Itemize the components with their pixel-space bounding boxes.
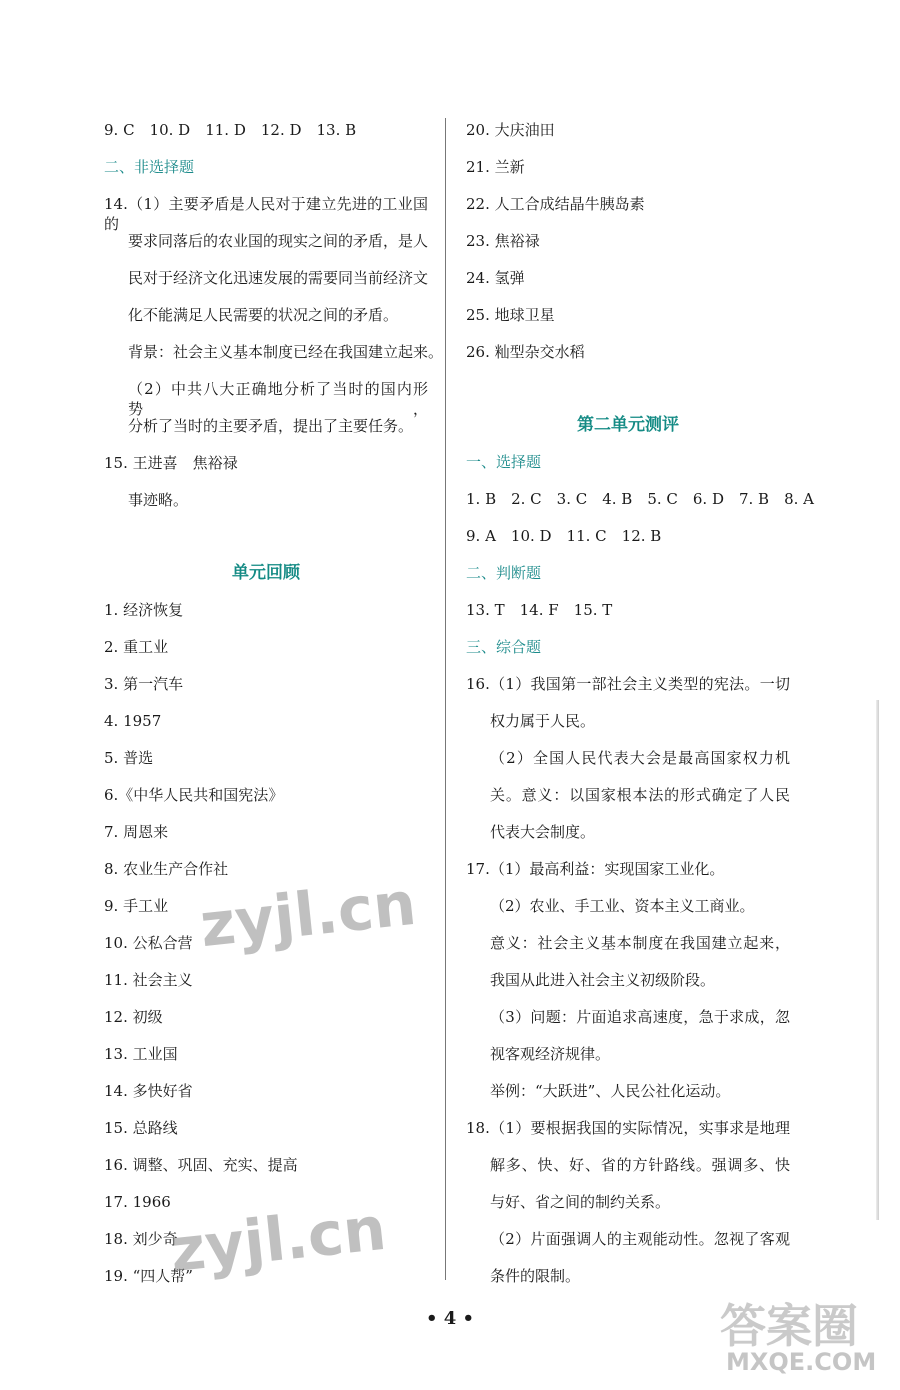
answer-line: 19. “四人帮” (104, 1267, 193, 1285)
section-heading: 一、选择题 (466, 453, 542, 471)
answer-line: 4. 1957 (104, 712, 162, 730)
answer-line: 17.（1）最高利益：实现国家工业化。 (466, 860, 725, 878)
answer-line: 化不能满足人民需要的状况之间的矛盾。 (128, 306, 399, 324)
answer-line: 背景：社会主义基本制度已经在我国建立起来。 (128, 343, 444, 361)
answer-line: 举例：“大跃进”、人民公社化运动。 (490, 1082, 731, 1100)
answer-line: 事迹略。 (128, 491, 189, 509)
answer-line: 23. 焦裕禄 (466, 232, 540, 250)
answer-line: 权力属于人民。 (490, 712, 596, 730)
answer-line: 意义：社会主义基本制度在我国建立起来， (490, 934, 790, 952)
answer-line: 18. 刘少奇 (104, 1230, 178, 1248)
answer-line: 13. T 14. F 15. T (466, 601, 613, 619)
answer-line: 21. 兰新 (466, 158, 525, 176)
answer-line: 12. 初级 (104, 1008, 163, 1026)
answer-line: 26. 籼型杂交水稻 (466, 343, 585, 361)
answer-line: 25. 地球卫星 (466, 306, 555, 324)
section-heading: 三、综合题 (466, 638, 542, 656)
answer-line: 9. C 10. D 11. D 12. D 13. B (104, 121, 357, 139)
answer-line: 17. 1966 (104, 1193, 171, 1211)
answer-line: 1. 经济恢复 (104, 601, 184, 619)
answer-line: （2）中共八大正确地分析了当时的国内形势， (128, 380, 428, 418)
answer-line: 条件的限制。 (490, 1267, 581, 1285)
answer-line: 要求同落后的农业国的现实之间的矛盾，是人 (128, 232, 429, 250)
answer-line: 视客观经济规律。 (490, 1045, 611, 1063)
answer-line: 关。意义：以国家根本法的形式确定了人民 (490, 786, 790, 804)
answer-line: 15. 总路线 (104, 1119, 178, 1137)
answer-line: 7. 周恩来 (104, 823, 169, 841)
answer-line: 24. 氢弹 (466, 269, 525, 287)
answer-line: 16.（1）我国第一部社会主义类型的宪法。一切 (466, 675, 790, 693)
answer-line: 与好、省之间的制约关系。 (490, 1193, 671, 1211)
answer-line: 22. 人工合成结晶牛胰岛素 (466, 195, 645, 213)
column-divider (445, 118, 446, 1280)
answer-line: 9. A 10. D 11. C 12. B (466, 527, 662, 545)
answer-line: 11. 社会主义 (104, 971, 193, 989)
answer-line: （2）片面强调人的主观能动性。忽视了客观 (490, 1230, 790, 1248)
answer-line: （3）问题：片面追求高速度，急于求成，忽 (490, 1008, 790, 1026)
answer-line: （2）农业、手工业、资本主义工商业。 (490, 897, 755, 915)
watermark-zyjl-bottom: zyjl.cn (166, 1193, 390, 1287)
answer-line: 20. 大庆油田 (466, 121, 555, 139)
answer-line: （2）全国人民代表大会是最高国家权力机 (490, 749, 790, 767)
section-title: 第二单元测评 (577, 415, 679, 435)
watermark-mxqe: MXQE.COM (726, 1348, 877, 1376)
answer-line: 代表大会制度。 (490, 823, 596, 841)
answer-line: 6.《中华人民共和国宪法》 (104, 786, 284, 804)
answer-line: 14. 多快好省 (104, 1082, 193, 1100)
section-title: 单元回顾 (232, 563, 300, 583)
answer-line: 5. 普选 (104, 749, 154, 767)
answer-line: 2. 重工业 (104, 638, 169, 656)
answer-line: 8. 农业生产合作社 (104, 860, 229, 878)
answer-line: 13. 工业国 (104, 1045, 178, 1063)
answer-line: 民对于经济文化迅速发展的需要同当前经济文 (128, 269, 429, 287)
answer-line: 16. 调整、巩固、充实、提高 (104, 1156, 298, 1174)
watermark-daanquan: 答案圈 (720, 1299, 858, 1353)
answer-line: 我国从此进入社会主义初级阶段。 (490, 971, 716, 989)
answer-line: 解多、快、好、省的方针路线。强调多、快 (490, 1156, 790, 1174)
watermark-zyjl-top: zyjl.cn (196, 868, 420, 962)
answer-line: 15. 王进喜 焦裕禄 (104, 454, 238, 472)
answer-line: 3. 第一汽车 (104, 675, 184, 693)
answer-line: 1. B 2. C 3. C 4. B 5. C 6. D 7. B 8. A (466, 490, 814, 508)
page-number: • 4 • (425, 1308, 475, 1329)
section-heading: 二、判断题 (466, 564, 542, 582)
section-heading: 二、非选择题 (104, 158, 195, 176)
answer-line: 14.（1）主要矛盾是人民对于建立先进的工业国的 (104, 195, 428, 233)
page-spine-shadow (876, 700, 879, 1220)
answer-line: 10. 公私合营 (104, 934, 193, 952)
answer-line: 分析了当时的主要矛盾，提出了主要任务。 (128, 417, 414, 435)
answer-line: 9. 手工业 (104, 897, 169, 915)
answer-line: 18.（1）要根据我国的实际情况，实事求是地理 (466, 1119, 790, 1137)
